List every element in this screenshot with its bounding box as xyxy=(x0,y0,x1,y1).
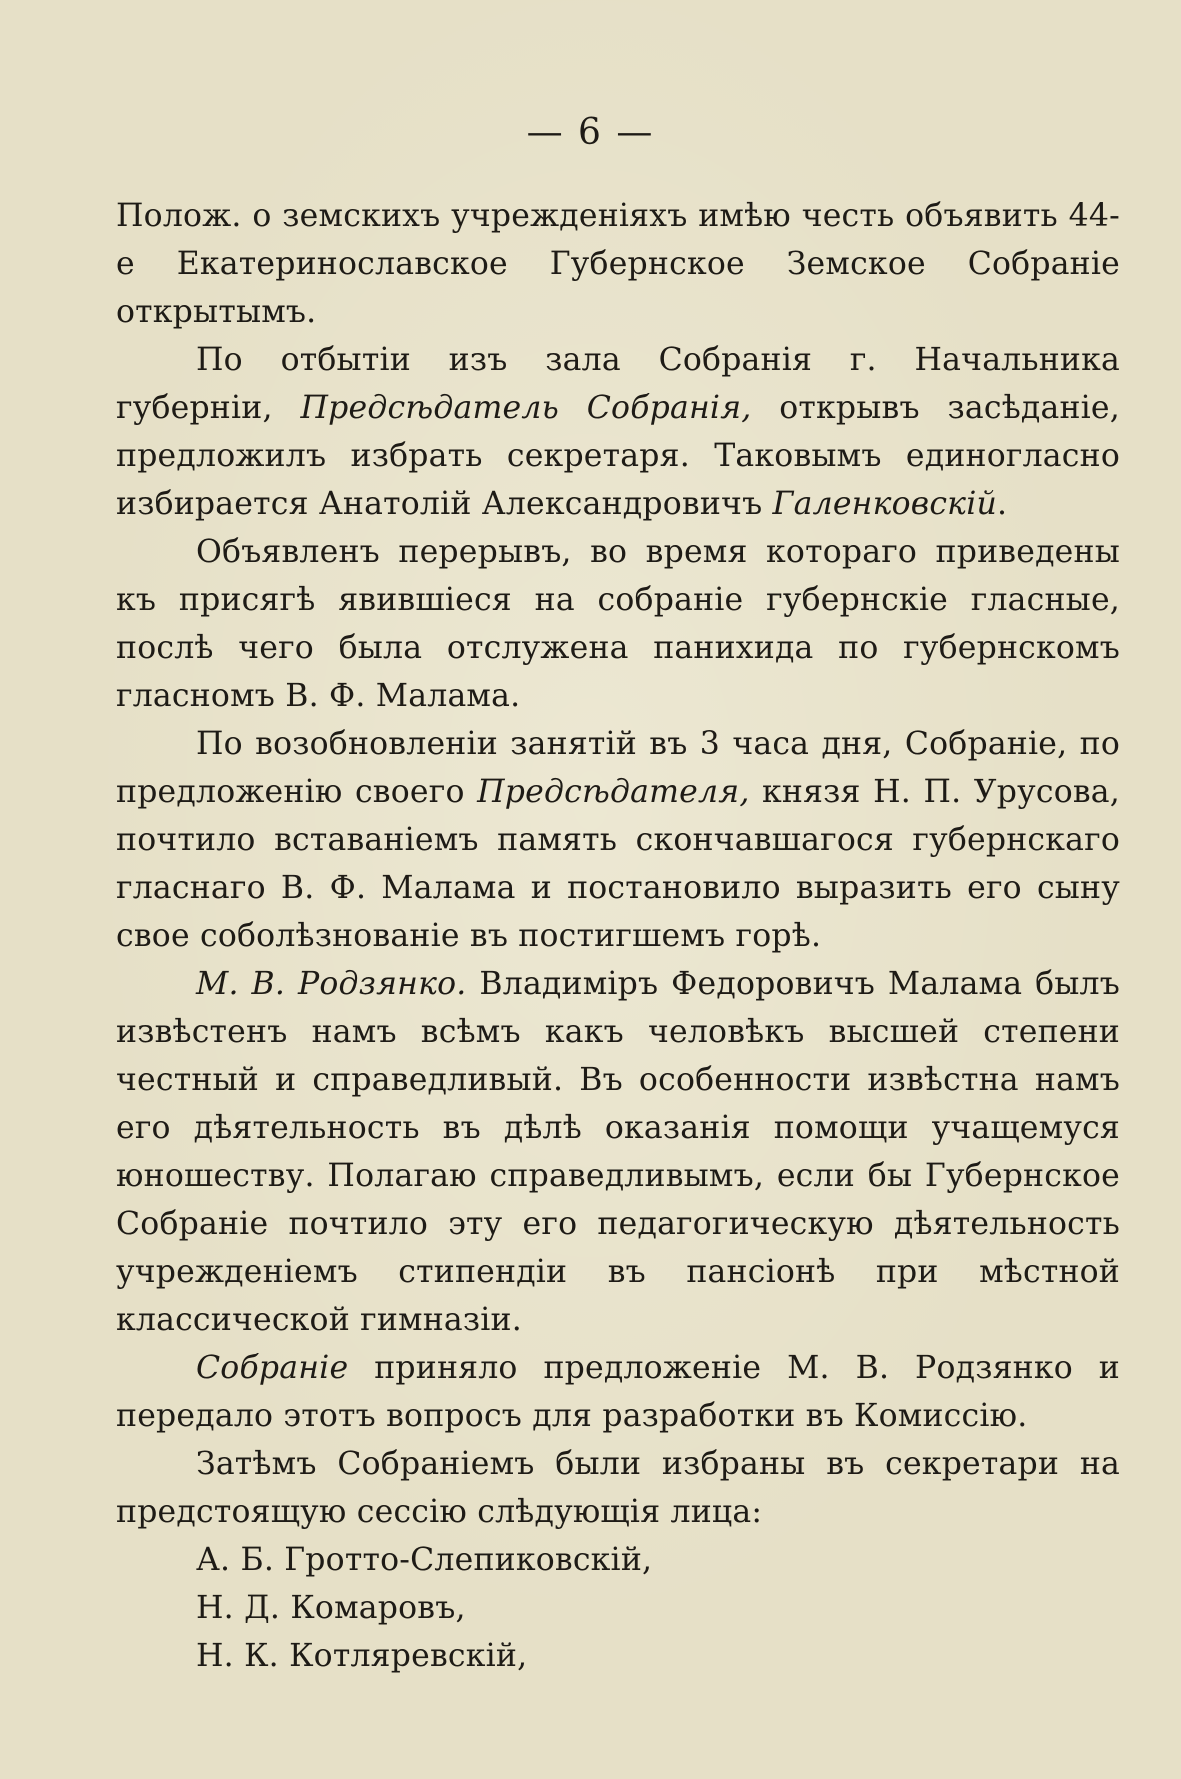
text-run: Затѣмъ Собраніемъ были избраны въ секретари на предстоящую сессію слѣдующія лица: xyxy=(116,1446,1120,1530)
paragraph-resumption xyxy=(116,720,1120,960)
paragraph-secretaries-intro xyxy=(116,1440,1120,1536)
text-run: князя Н. П. Урусова, почтило вставаніемъ память скончавшагося губернскаго гласнаго В. Ф. Малама и постановило выразить его сыну свое соболѣзнованіе въ постигшемъ горѣ. xyxy=(116,774,1120,954)
paragraph-chairman xyxy=(116,336,1120,528)
italic-text-run: Предсѣдателя, xyxy=(477,774,750,810)
paragraph-opening xyxy=(116,192,1120,336)
text-run: По отбытіи изъ зала Собранія г. Начальника губерніи, xyxy=(116,342,1120,426)
paragraph-rodzyanko-speech xyxy=(116,960,1120,1344)
italic-text-run: Собраніе xyxy=(196,1350,349,1386)
text-run: открывъ засѣданіе, предложилъ избрать секретаря. Таковымъ единогласно избирается Анатолій Александровичъ xyxy=(116,390,1120,522)
italic-text-run: М. В. Родзянко. xyxy=(196,966,467,1002)
body-text xyxy=(116,192,1120,1680)
text-run: Полож. о земскихъ учрежденіяхъ имѣю честь объявить 44-е Екатеринославское Губернское Земское Собраніе открытымъ. xyxy=(116,198,1120,330)
text-run: . xyxy=(996,486,1008,522)
paragraph-recess xyxy=(116,528,1120,720)
italic-text-run: Предсѣдатель Собранія, xyxy=(300,390,752,426)
secretary-list-item: Н. Д. Комаровъ, xyxy=(196,1590,466,1626)
secretary-list-item: Н. К. Котляревскій, xyxy=(196,1638,528,1674)
secretary-list-item: А. Б. Гротто-Слепиковскій, xyxy=(196,1542,653,1578)
text-run: приняло предложеніе М. В. Родзянко и передало этотъ вопросъ для разработки въ Комиссію. xyxy=(116,1350,1120,1434)
text-run: Объявленъ перерывъ, во время котораго приведены къ присягѣ явившіеся на собраніе губернскіе гласные, послѣ чего была отслужена панихида по губернскомъ гласномъ В. Ф. Малама. xyxy=(116,534,1120,714)
text-run: По возобновленіи занятій въ 3 часа дня, Собраніе, по предложенію своего xyxy=(116,726,1120,810)
page-number: — 6 — xyxy=(526,112,655,153)
italic-text-run: Галенковскій xyxy=(772,486,997,522)
paragraph-assembly-decision xyxy=(116,1344,1120,1440)
text-run: Владиміръ Федоровичъ Малама былъ извѣстенъ намъ всѣмъ какъ человѣкъ высшей степени честный и справедливый. Въ особенности извѣстна намъ его дѣятельность въ дѣлѣ оказанія помощи учащемуся юношеству. Полагаю справедливымъ, если бы Губернское Собраніе почтило эту его педагогическую дѣятельность учрежденіемъ стипендіи въ пансіонѣ при мѣстной классической гимназіи. xyxy=(116,966,1120,1338)
